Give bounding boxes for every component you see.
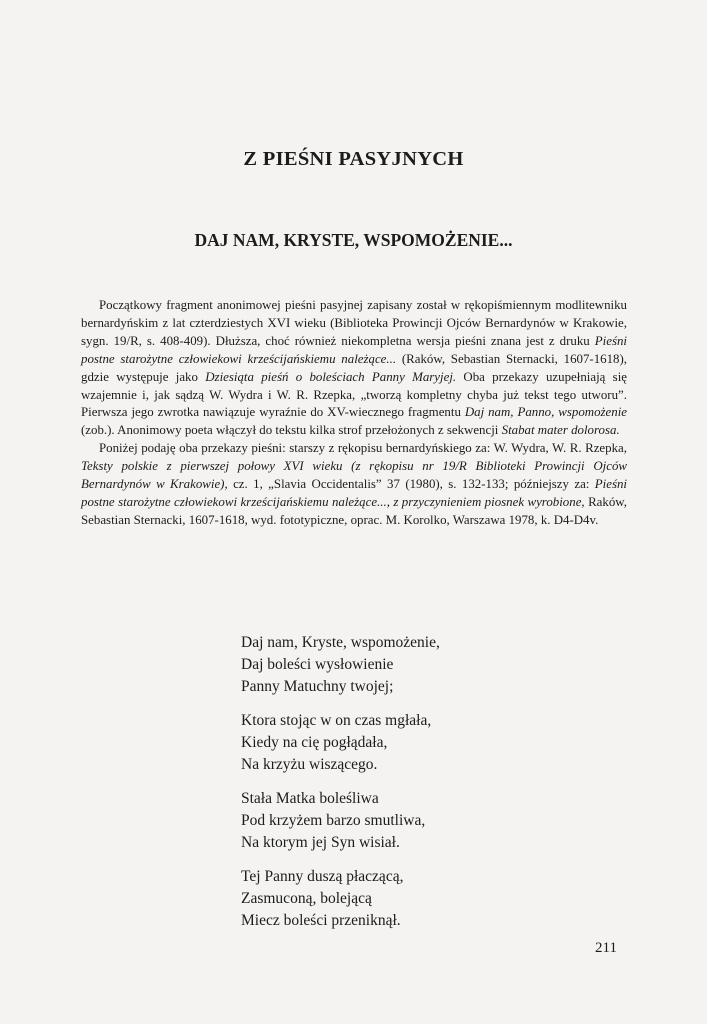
poem-line: Na ktorym jej Syn wisiał. [241, 834, 400, 851]
poem [241, 632, 601, 944]
poem-line: Kiedy na cię pogłądała, [241, 734, 388, 751]
text-segment: cz. 1, „Slavia Occidentalis” 37 (1980), s. 132-133; późniejszy za: [227, 477, 595, 492]
poem-line: Daj boleści wysłowienie [241, 656, 394, 673]
intro-text [81, 297, 627, 530]
poem-stanza [241, 788, 601, 854]
poem-stanza [241, 866, 601, 932]
poem-line: Zasmuconą, bolejącą [241, 890, 372, 907]
poem-line: Daj nam, Kryste, wspomożenie, [241, 634, 440, 651]
poem-line: Pod krzyżem barzo smutliwa, [241, 812, 426, 829]
poem-line: Na krzyżu wiszącego. [241, 756, 378, 773]
poem-line: Ktora stojąc w on czas mgłała, [241, 712, 432, 729]
poem-line: Miecz boleści przeniknął. [241, 912, 401, 929]
text-segment: (zob.). Anonimowy poeta włączył do tekstu kilka strof przełożonych z sekwencji [81, 423, 502, 438]
italic-text-segment: Stabat mater dolorosa. [501, 423, 620, 438]
text-segment: (Raków, Sebastian Sternacki, 1607-1618), gdzie występuje jako [81, 351, 628, 384]
text-segment: Raków, Sebastian Sternacki, 1607-1618, wyd. fototypiczne, oprac. M. Korolko, Warszawa 1978, k. D4-D4v. [81, 494, 627, 527]
poem-line: Tej Panny duszą płaczącą, [241, 868, 404, 885]
page-number: 211 [595, 940, 617, 956]
poem-stanza [241, 632, 601, 698]
italic-text-segment: Teksty polskie z pierwszej połowy XVI wieku (z rękopisu nr 19/R Biblioteki Prowincji Ojców Bernardynów w Krakowie), [81, 459, 627, 492]
poem-line: Stała Matka boleśliwa [241, 790, 379, 807]
intro-paragraph-2 [81, 440, 627, 530]
text-segment: Oba przekazy uzupełniają się wzajemnie i, jak sądzą W. Wydra i W. R. Rzepka, „tworzą kompletny chyba już tekst tego utworu”. Pierwsza jego zwrotka nawiązuje wyraźnie do XV-wiecznego fragmentu [81, 369, 627, 420]
text-segment: Początkowy fragment anonimowej pieśni pasyjnej zapisany został w rękopiśmiennym modlitewniku bernardyńskim z lat czterdziestych XVI wieku (Biblioteka Prowincji Ojców Bernardynów w Krakowie, sygn. 19/R, s. 408-409). Dłuższa, choć również niekompletna wersja pieśni znana jest z druku [81, 298, 627, 348]
italic-text-segment: Dziesiąta pieśń o boleściach Panny Maryjej. [205, 369, 457, 384]
italic-text-segment: Pieśni postne starożytne człowiekowi krześcijańskiemu należące..., z przyczynieniem piosnek wyrobione, [81, 477, 627, 509]
poem-stanza [241, 710, 601, 776]
italic-text-segment: Daj nam, Panno, wspomożenie [464, 405, 627, 420]
poem-line: Panny Matuchny twojej; [241, 678, 394, 695]
text-segment: Poniżej podaję oba przekazy pieśni: starszy z rękopisu bernardyńskiego za: W. Wydra, W. R. Rzepka, [99, 441, 627, 456]
poem-title: DAJ NAM, KRYSTE, WSPOMOŻENIE... [194, 230, 513, 250]
italic-text-segment: Pieśni postne starożytne człowiekowi krześcijańskiemu należące... [81, 333, 627, 366]
intro-paragraph-1 [81, 297, 627, 440]
section-title: Z PIEŚNI PASYJNYCH [243, 148, 464, 170]
